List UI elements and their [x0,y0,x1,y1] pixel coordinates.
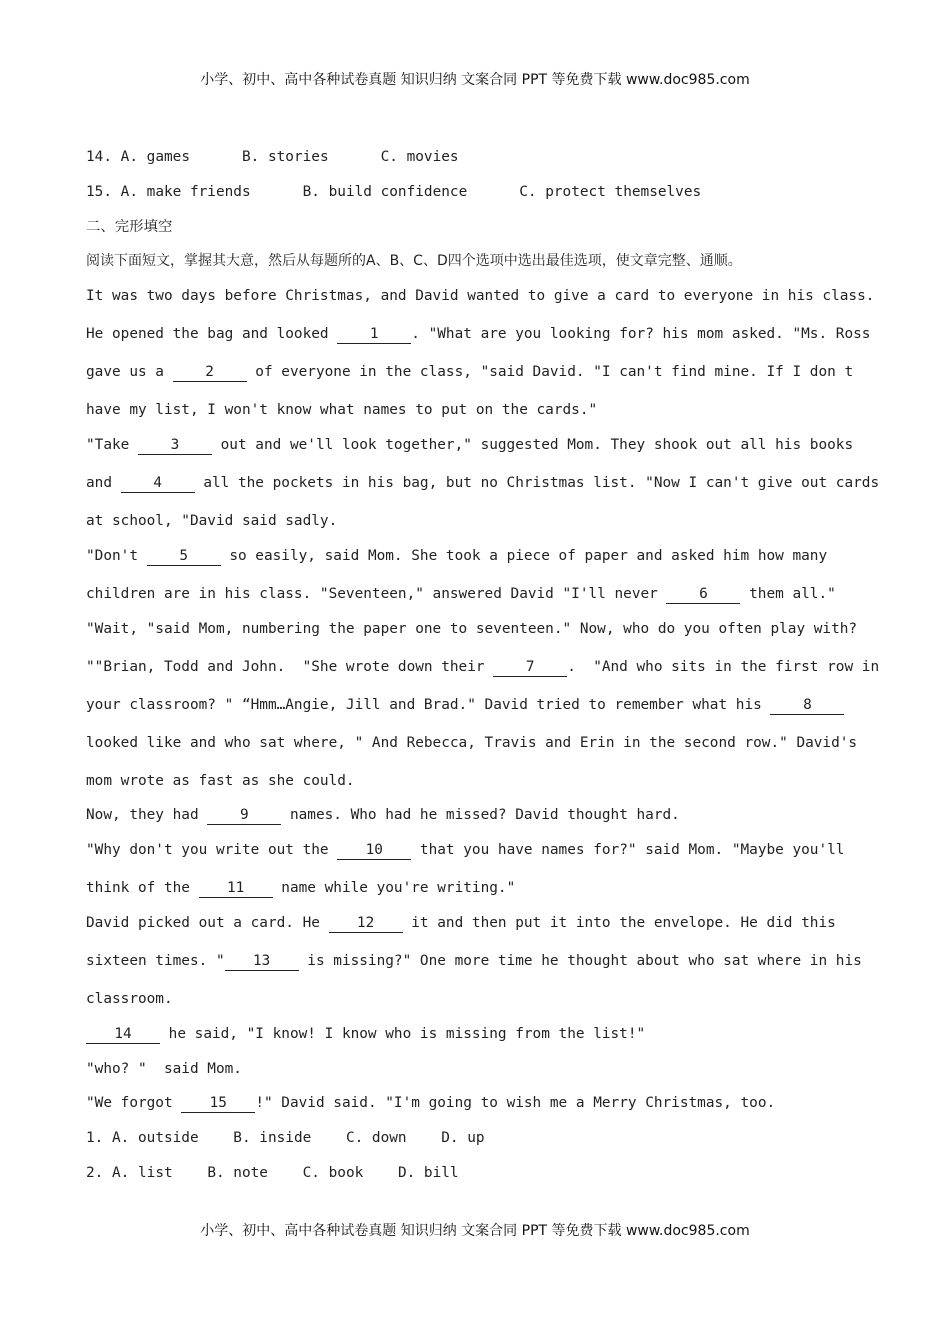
passage-line: ""Brian, Todd and John. "She wrote down their 7 . "And who sits in the first row in [86,658,880,675]
blank-14: 14 [86,1025,160,1044]
instructions: 阅读下面短文，掌握其大意，然后从每题所的A、B、C、D四个选项中选出最佳选项，使文章完整、通顺。 [86,253,742,270]
blank-8: 8 [770,696,844,715]
blank-7: 7 [493,658,567,677]
blank-1: 1 [337,325,411,344]
passage-line: "Take 3 out and we'll look together," suggested Mom. They shook out all his books [86,436,854,453]
passage-line: looked like and who sat where, " And Rebecca, Travis and Erin in the second row." David's [86,734,858,751]
passage-line: Now, they had 9 names. Who had he missed? David thought hard. [86,807,680,824]
blank-3: 3 [138,436,212,455]
passage-line: your classroom? " “Hmm…Angie, Jill and Brad." David tried to remember what his 8 [86,694,876,732]
header-banner: 小学、初中、高中各种试卷真题 知识归纳 文案合同 PPT 等免费下载 www.doc985.com [200,72,750,88]
blank-11: 11 [199,879,273,898]
passage-line: David picked out a card. He 12 it and then put it into the envelope. He did this [86,914,836,931]
passage-line: have my list, I won't know what names to put on the cards." [86,402,598,419]
question-14: 14. A. games B. stories C. movies [86,149,459,165]
passage-line: mom wrote as fast as she could. [86,772,355,789]
blank-2: 2 [173,363,247,382]
option-row-1: 1. A. outside B. inside C. down D. up [86,1130,485,1147]
blank-6: 6 [666,585,740,604]
blank-15: 15 [181,1094,255,1113]
passage-line: classroom. [86,990,173,1007]
blank-12: 12 [329,914,403,933]
blank-10: 10 [337,841,411,860]
passage-line: sixteen times. " 13 is missing?" One more time he thought about who sat where in his [86,952,862,969]
blank-5: 5 [147,547,221,566]
blank-9: 9 [207,806,281,825]
passage-line: gave us a 2 of everyone in the class, "said David. "I can't find mine. If I don t [86,364,854,381]
passage-line: and 4 all the pockets in his bag, but no Christmas list. "Now I can't give out cards [86,474,880,491]
passage-line: think of the 11 name while you're writing." [86,880,516,897]
blank-13: 13 [225,952,299,971]
option-row-2: 2. A. list B. note C. book D. bill [86,1164,459,1181]
section-title: 二、完形填空 [86,218,173,235]
passage-line: "Why don't you write out the 10 that you have names for?" said Mom. "Maybe you'll [86,842,845,859]
blank-4: 4 [121,474,195,493]
passage-line: "We forgot 15 !" David said. "I'm going to wish me a Merry Christmas, too. [86,1095,776,1112]
passage-line: "Don't 5 so easily, said Mom. She took a piece of paper and asked him how many [86,547,828,564]
document-body [86,146,880,1197]
passage-line: at school, "David said sadly. [86,512,338,529]
passage-line: "who? " said Mom. [86,1060,242,1077]
footer-banner: 小学、初中、高中各种试卷真题 知识归纳 文案合同 PPT 等免费下载 www.doc985.com [200,1223,750,1239]
passage-line: It was two days before Christmas, and David wanted to give a card to everyone in his class. [86,288,875,305]
question-15: 15. A. make friends B. build confidence C. protect themselves [86,183,702,200]
passage-line: "Wait, "said Mom, numbering the paper one to seventeen." Now, who do you often play with? [86,620,858,637]
passage-line: 14 he said, "I know! I know who is missing from the list!" [86,1023,876,1058]
passage-line: children are in his class. "Seventeen," answered David "I'll never 6 them all." [86,585,836,602]
passage-line: He opened the bag and looked 1 . "What are you looking for? his mom asked. "Ms. Ross [86,326,871,343]
